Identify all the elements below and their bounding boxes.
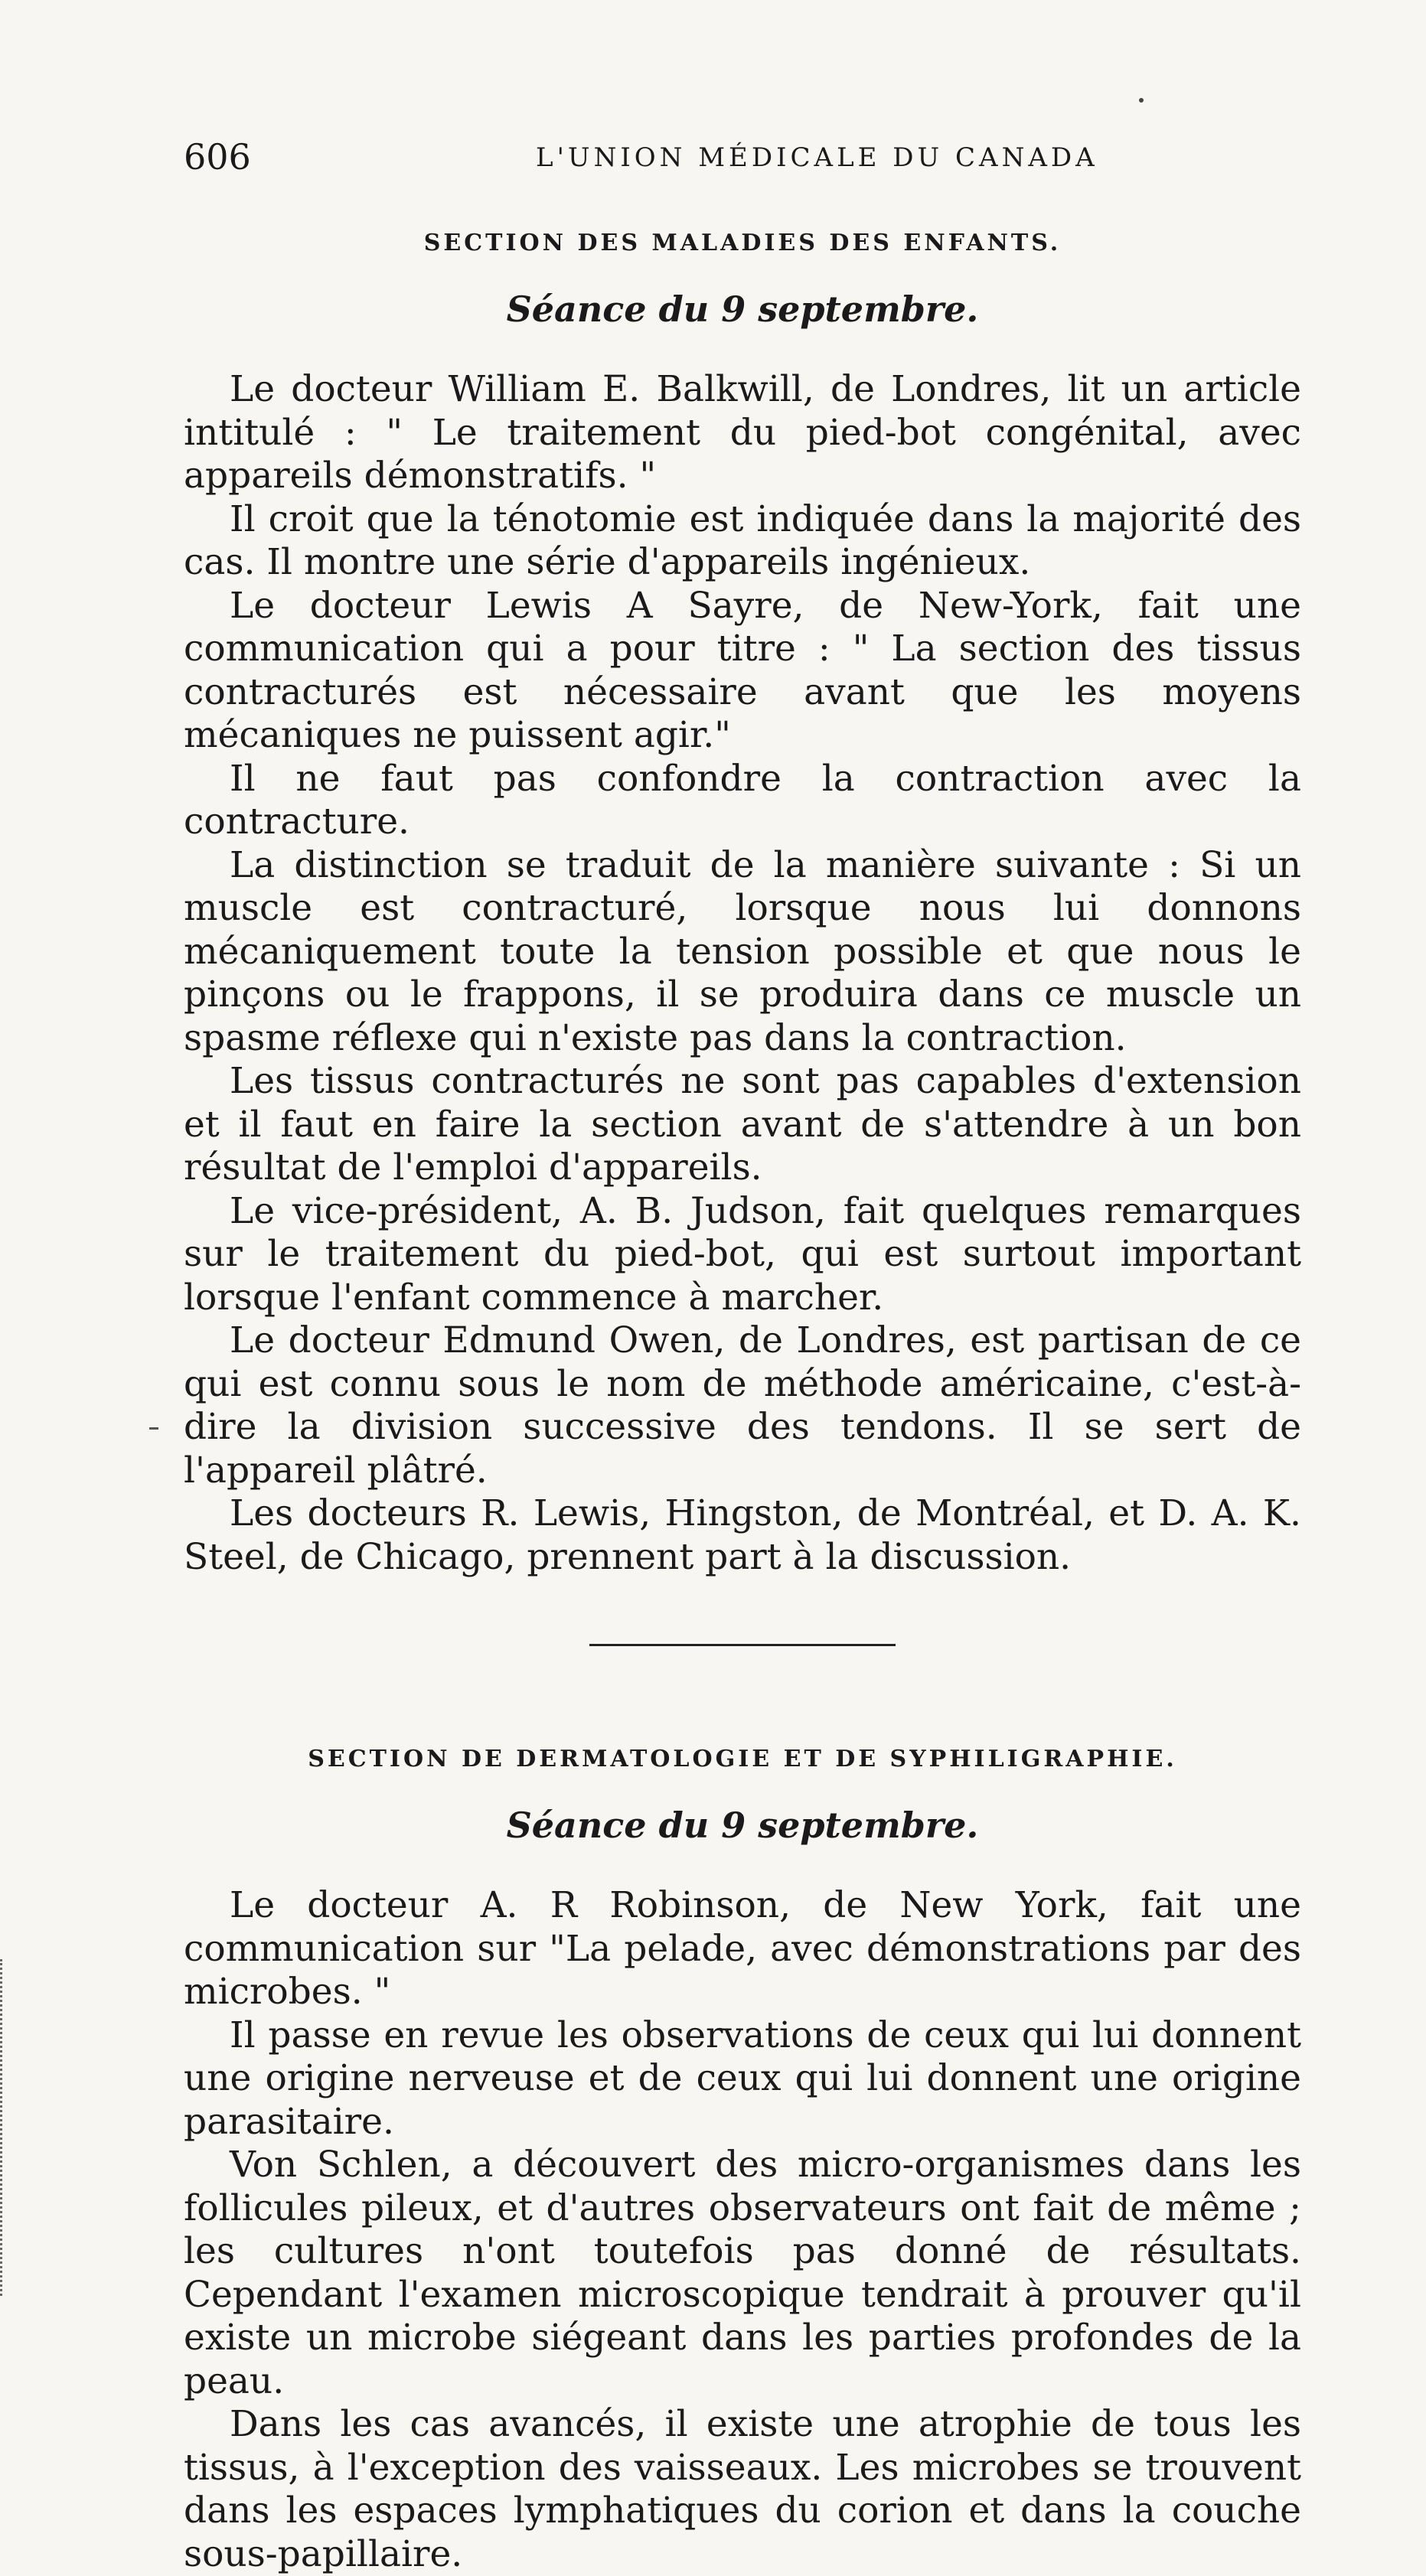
- section-heading: SECTION DES MALADIES DES ENFANTS.: [423, 230, 1062, 256]
- section-divider: [589, 1644, 896, 1646]
- running-head: [184, 115, 1301, 178]
- paragraph: Von Schlen, a découvert des micro-organismes dans les follicules pileux, et d'autres observateurs ont fait de même ; les cultures n'ont toutefois pas donné de résultats. Cependant l'examen microscopique tendrait à prouver qu'il existe un microbe siégeant dans les parties profondes de la peau.: [184, 2144, 1301, 2402]
- section-heading: SECTION DE DERMATOLOGIE ET DE SYPHILIGRAPHIE.: [308, 1746, 1177, 1772]
- document-page: [184, 115, 1301, 2576]
- paragraph: Les docteurs R. Lewis, Hingston, de Montréal, et D. A. K. Steel, de Chicago, prennent part à la discussion.: [184, 1492, 1301, 1578]
- paragraph: Il croit que la ténotomie est indiquée dans la majorité des cas. Il montre une série d'appareils ingénieux.: [184, 497, 1301, 583]
- scan-edge-marks: [0, 1959, 10, 2296]
- section-dermatology: [184, 1746, 1301, 2576]
- margin-mark: [149, 1427, 158, 1430]
- paragraph: La distinction se traduit de la manière suivante : Si un muscle est contracturé, lorsque nous lui donnons mécaniquement toute la tension possible et que nous le pinçons ou le frappons, il se produira dans ce muscle un spasme réflexe qui n'existe pas dans la contraction.: [184, 843, 1301, 1059]
- paragraph: Le docteur A. R Robinson, de New York, fait une communication sur "La pelade, avec démonstrations par des microbes. ": [184, 1884, 1301, 2013]
- journal-title: L'UNION MÉDICALE DU CANADA: [536, 142, 1098, 173]
- print-speck: [1139, 98, 1144, 103]
- page-number: 606: [184, 136, 251, 178]
- paragraph: Le docteur Lewis A Sayre, de New-York, fait une communication qui a pour titre : " La section des tissus contracturés est nécessaire avant que les moyens mécaniques ne puissent agir.": [184, 584, 1301, 756]
- session-title: Séance du 9 septembre.: [506, 289, 979, 330]
- paragraph: Le docteur Edmund Owen, de Londres, est partisan de ce qui est connu sous le nom de méthode américaine, c'est-à-dire la division successive des tendons. Il se sert de l'appareil plâtré.: [184, 1319, 1301, 1492]
- session-title: Séance du 9 septembre.: [506, 1805, 979, 1846]
- paragraph: Il passe en revue les observations de ceux qui lui donnent une origine nerveuse et de ceux qui lui donnent une origine parasitaire.: [184, 2014, 1301, 2143]
- paragraph: Il ne faut pas confondre la contraction avec la contracture.: [184, 757, 1301, 843]
- paragraph: Le vice-président, A. B. Judson, fait quelques remarques sur le traitement du pied-bot, qui est surtout important lorsque l'enfant commence à marcher.: [184, 1189, 1301, 1319]
- section-pediatrics: [184, 230, 1301, 1579]
- paragraph: Dans les cas avancés, il existe une atrophie de tous les tissus, à l'exception des vaisseaux. Les microbes se trouvent dans les espaces lymphatiques du corion et dans la couche sous-papillaire.: [184, 2403, 1301, 2575]
- paragraph: Les tissus contracturés ne sont pas capables d'extension et il faut en faire la section avant de s'attendre à un bon résultat de l'emploi d'appareils.: [184, 1060, 1301, 1189]
- paragraph: Le docteur William E. Balkwill, de Londres, lit un article intitulé : " Le traitement du pied-bot congénital, avec appareils démonstratifs. ": [184, 368, 1301, 497]
